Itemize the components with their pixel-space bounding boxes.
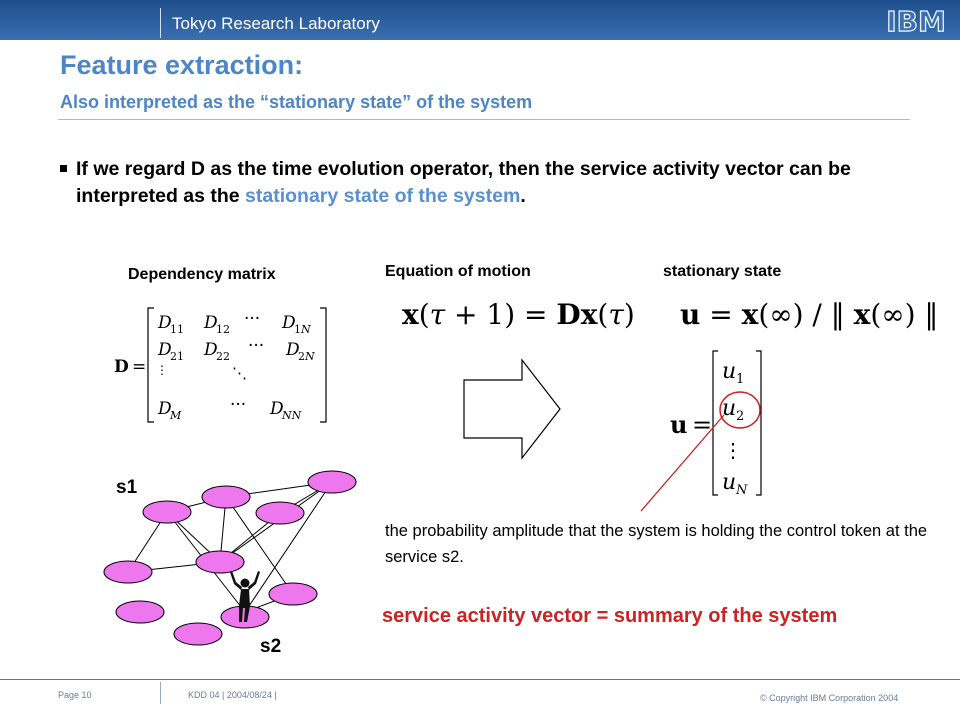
copyright: © Copyright IBM Corporation 2004	[760, 693, 899, 703]
svg-text:D: D	[286, 340, 300, 360]
svg-text:D: D	[204, 313, 218, 333]
footer-rule	[0, 679, 960, 680]
svg-text:···: ···	[248, 336, 265, 356]
svg-text:M: M	[170, 409, 182, 422]
bullet-text-start: If we regard D as the time evolution operator, then the service activity vector can be interpreted as the	[76, 158, 851, 207]
svg-text:22: 22	[216, 350, 230, 363]
svg-text:11: 11	[170, 323, 184, 336]
svg-text:=: =	[692, 411, 713, 439]
svg-text:u: u	[722, 396, 737, 421]
svg-text:D: D	[158, 313, 172, 333]
svg-text:D: D	[270, 399, 284, 419]
summary-statement: service activity vector = summary of the system	[382, 605, 838, 627]
svg-text:D: D	[114, 357, 129, 377]
svg-text:⋮: ⋮	[723, 438, 743, 462]
ibm-logo-text: IBM	[886, 5, 946, 38]
stationary-state-label: stationary state	[663, 263, 782, 280]
event-info: KDD 04 | 2004/08/24 |	[188, 690, 277, 700]
dependency-matrix-formula	[112, 298, 337, 430]
svg-text:u = x(∞) / ‖ x(∞) ‖: u = x(∞) / ‖ x(∞) ‖	[680, 298, 939, 331]
transition-arrow-icon	[462, 358, 564, 460]
svg-text:12: 12	[216, 323, 230, 336]
svg-text:x(τ + 1) = Dx(τ): x(τ + 1) = Dx(τ)	[402, 298, 635, 331]
s2-label: s2	[260, 636, 282, 657]
bullet-text	[76, 156, 916, 210]
title-rule	[58, 119, 910, 120]
slide-title: Feature extraction:	[60, 50, 304, 80]
stationary-equation	[676, 290, 939, 338]
s1-label: s1	[116, 477, 138, 498]
page-number: Page 10	[58, 690, 92, 700]
footer-separator	[160, 682, 161, 704]
bullet-highlight: stationary state of the system	[245, 185, 521, 207]
dependency-matrix-label: Dependency matrix	[128, 266, 276, 283]
svg-text:u: u	[670, 410, 688, 439]
header-separator	[160, 8, 161, 38]
svg-text:NN: NN	[282, 409, 302, 422]
svg-text:u: u	[722, 359, 737, 384]
svg-text:2N: 2N	[298, 350, 315, 363]
lab-name: Tokyo Research Laboratory	[172, 14, 380, 33]
graph-nodes	[104, 471, 356, 645]
motion-equation	[398, 290, 638, 338]
header-bar	[0, 0, 960, 40]
svg-text:1N: 1N	[294, 323, 311, 336]
svg-text:N: N	[736, 483, 748, 498]
svg-text:=: =	[132, 357, 147, 377]
svg-text:1: 1	[736, 372, 745, 387]
probability-note: the probability amplitude that the system is holding the control token at the service s2.	[385, 522, 928, 566]
svg-text:⋱: ⋱	[232, 364, 247, 382]
equation-of-motion-label: Equation of motion	[385, 263, 531, 280]
bullet-text-end: .	[520, 185, 526, 207]
svg-text:21: 21	[170, 350, 184, 363]
svg-text:u: u	[722, 470, 737, 495]
pointer-line	[625, 395, 735, 520]
svg-text:···: ···	[244, 309, 261, 329]
svg-text:···: ···	[230, 395, 247, 415]
slide-subtitle: Also interpreted as the “stationary state” of the system	[60, 92, 533, 112]
svg-text:D: D	[158, 399, 172, 419]
svg-text:D: D	[204, 340, 218, 360]
ibm-logo	[880, 4, 952, 36]
svg-text:⋮: ⋮	[156, 363, 168, 377]
svg-text:D: D	[158, 340, 172, 360]
bullet-square-icon	[60, 165, 67, 172]
svg-text:D: D	[282, 313, 296, 333]
svg-text:2: 2	[736, 409, 745, 424]
